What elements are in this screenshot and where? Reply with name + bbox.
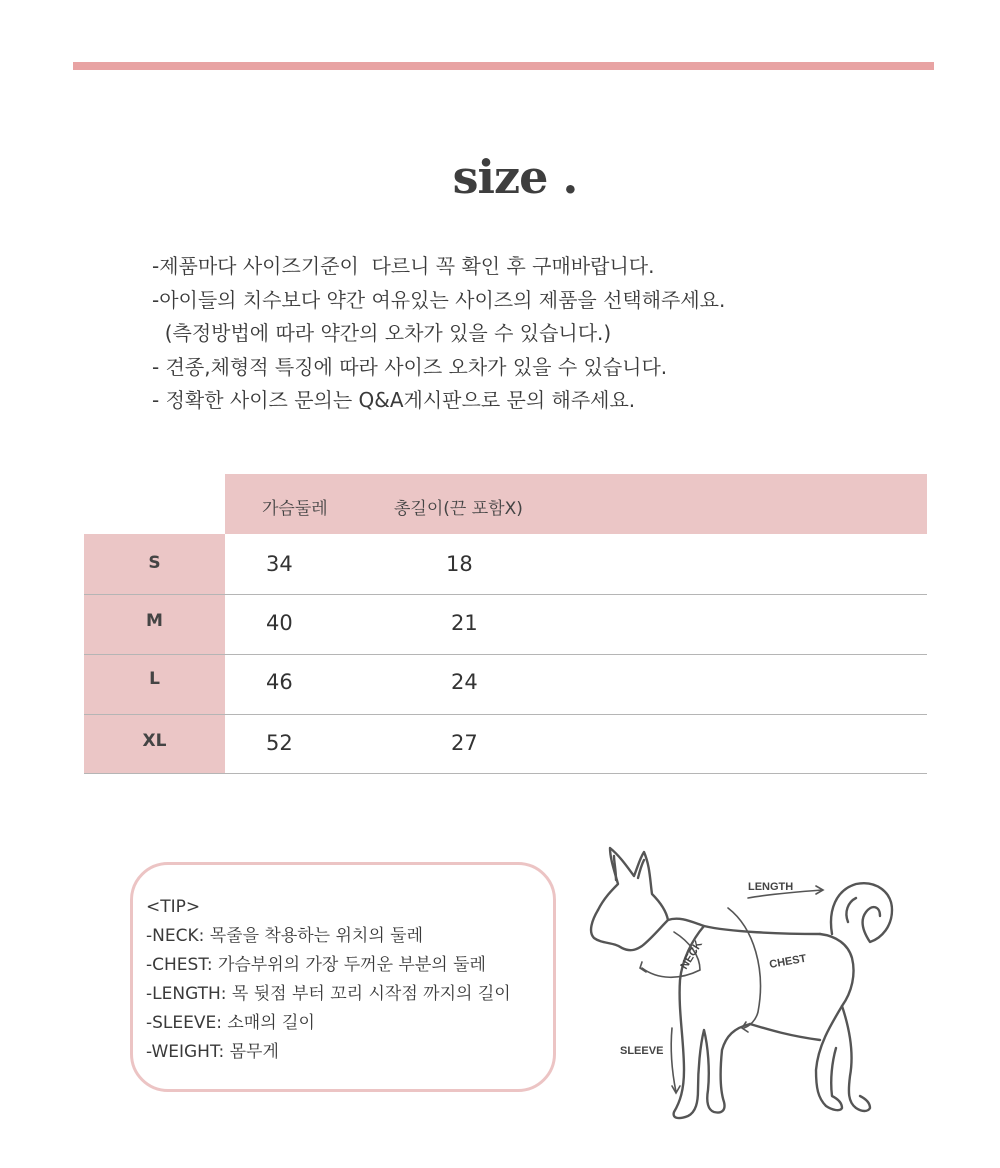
chest-value-xl: 52 xyxy=(266,731,293,755)
chest-value-m: 40 xyxy=(266,611,293,635)
size-label-m: M xyxy=(146,611,163,631)
sleeve-label: SLEEVE xyxy=(620,1045,664,1057)
length-value-m: 21 xyxy=(451,611,478,635)
chest-value-l: 46 xyxy=(266,670,293,694)
note-item: - 견종,체형적 특징에 따라 사이즈 오차가 있을 수 있습니다. xyxy=(152,354,668,379)
chest-label: CHEST xyxy=(768,952,808,971)
tip-item: -CHEST: 가슴부위의 가장 두꺼운 부분의 둘레 xyxy=(146,955,486,975)
header-chest: 가슴둘레 xyxy=(262,499,328,519)
dog-tail xyxy=(831,883,892,942)
header-length: 총길이(끈 포함X) xyxy=(394,499,523,519)
note-item: - 정확한 사이즈 문의는 Q&A게시판으로 문의 해주세요. xyxy=(152,388,636,412)
note-item: (측정방법에 따라 약간의 오차가 있을 수 있습니다.) xyxy=(152,321,612,345)
chest-value-s: 34 xyxy=(266,552,293,576)
tip-item: -SLEEVE: 소매의 길이 xyxy=(146,1013,315,1033)
tip-item: -WEIGHT: 몸무게 xyxy=(146,1042,279,1062)
page-title: size . xyxy=(452,150,578,204)
row-divider xyxy=(84,654,927,655)
dog-outline xyxy=(591,910,820,950)
note-item: -아이들의 치수보다 약간 여유있는 사이즈의 제품을 선택해주세요. xyxy=(152,287,726,312)
dog-head xyxy=(598,848,668,920)
tip-item: -NECK: 목줄을 착용하는 위치의 둘레 xyxy=(146,926,424,946)
length-value-l: 24 xyxy=(451,670,478,694)
length-value-s: 18 xyxy=(446,552,473,576)
dog-back-leg xyxy=(842,1006,870,1111)
row-divider xyxy=(84,594,927,595)
length-label: LENGTH xyxy=(748,881,794,893)
note-item: -제품마다 사이즈기준이 다르니 꼭 확인 후 구매바랍니다. xyxy=(152,254,655,278)
length-value-xl: 27 xyxy=(451,731,478,755)
size-label-s: S xyxy=(148,553,161,573)
neck-label: NECK xyxy=(678,938,706,972)
sleeve-arrow xyxy=(671,1028,676,1092)
dog-measurement-diagram xyxy=(580,840,910,1130)
size-table-header xyxy=(225,474,927,534)
row-divider xyxy=(84,714,927,715)
tip-item: -LENGTH: 목 뒷점 부터 꼬리 시작점 까지의 길이 xyxy=(146,984,511,1004)
size-notes xyxy=(152,250,725,418)
row-divider xyxy=(84,773,927,774)
dog-belly xyxy=(750,1024,820,1040)
size-label-l: L xyxy=(149,669,160,689)
chest-arrow xyxy=(728,908,760,1028)
top-accent-bar xyxy=(73,62,934,70)
tip-heading: <TIP> xyxy=(146,897,201,917)
tip-list xyxy=(146,893,511,1067)
size-label-xl: XL xyxy=(142,731,167,751)
